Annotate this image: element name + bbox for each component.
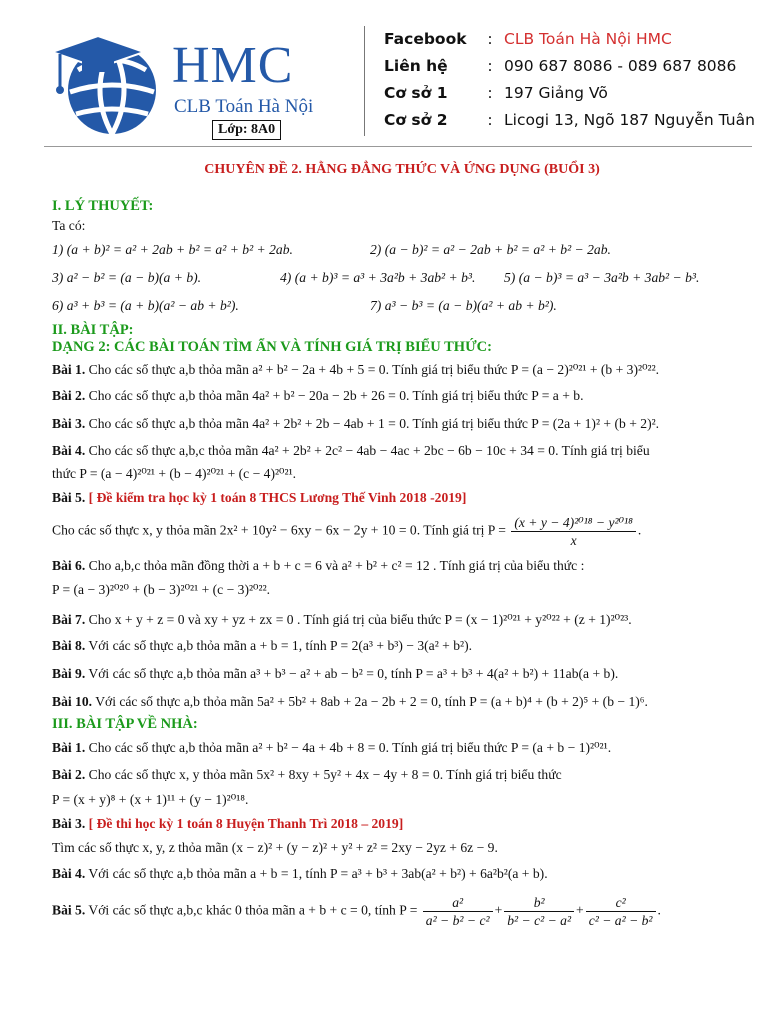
contact-key: Facebook: [384, 30, 467, 48]
problem-source: [ Đề kiểm tra học kỳ 1 toán 8 THCS Lương Thế Vinh 2018 -2019]: [88, 490, 467, 505]
problem-text: Với các số thực a,b thỏa mãn a + b = 1, tính P = a³ + b³ + 3ab(a² + b²) + 6a²b²(a + b).: [88, 866, 548, 881]
header-rule: [44, 146, 752, 147]
contact-row-campus-1: [384, 80, 755, 107]
fraction: [586, 894, 656, 929]
problem-text: Cho các số thực a,b thỏa mãn 4a² + b² − 20a − 2b + 26 = 0. Tính giá trị biểu thức P = a + b.: [88, 388, 584, 403]
homework-3-text: Tìm các số thực x, y, z thỏa mãn (x − z)² + (y − z)² + y² + z² = 2xy − 2yz + 6z − 9.: [52, 840, 498, 855]
fraction-denominator: c² − a² − b²: [588, 913, 653, 928]
exercises-subheading: DẠNG 2: CÁC BÀI TOÁN TÌM ẨN VÀ TÍNH GIÁ TRỊ BIỂU THỨC:: [52, 339, 492, 355]
contact-sep: :: [487, 30, 493, 48]
problem-label: Bài 3.: [52, 416, 86, 431]
problem-text: Cho các số thực a,b,c thỏa mãn 4a² + 2b² + 2c² − 4ab − 4ac + 2bc − 6b − 10c + 34 = 0. Tính giá trị biểu: [88, 443, 650, 458]
contact-sep: :: [487, 84, 493, 102]
problem-2: [52, 388, 584, 404]
contact-info: [384, 26, 755, 134]
contact-value: CLB Toán Hà Nội HMC: [504, 30, 672, 48]
page-title: CHUYÊN ĐỀ 2. HẰNG ĐẲNG THỨC VÀ ỨNG DỤNG (BUỔI 3): [204, 162, 600, 177]
problem-text: Với các số thực a,b thỏa mãn a³ + b³ − a² + ab − b² = 0, tính P = a³ + b³ + 4(a² + b²) + 11ab(a + b).: [88, 666, 619, 681]
contact-value: 197 Giảng Võ: [504, 84, 608, 102]
problem-source: [ Đề thi học kỳ 1 toán 8 Huyện Thanh Trì 2018 – 2019]: [88, 816, 404, 831]
homework-4: [52, 866, 548, 882]
contact-row-phone: [384, 53, 755, 80]
problem-text: Với các số thực a,b thỏa mãn 5a² + 5b² + 8ab + 2a − 2b + 2 = 0, tính P = (a + b)⁴ + (b + 2)⁵ + (b − 1)⁶.: [95, 694, 648, 709]
fraction-denominator: a² − b² − c²: [425, 913, 490, 928]
contact-value: 090 687 8086 - 089 687 8086: [504, 57, 737, 75]
problem-text: Cho các số thực a,b thỏa mãn a² + b² − 4a + 4b + 8 = 0. Tính giá trị biểu thức P = (a + b − 1)²⁰²¹.: [88, 740, 612, 755]
contact-value: Licogi 13, Ngõ 187 Nguyễn Tuân: [504, 111, 755, 129]
problem-label: Bài 6.: [52, 558, 86, 573]
formula-1: 1) (a + b)² = a² + 2ab + b² = a² + b² + 2ab.: [52, 242, 293, 257]
homework-heading: III. BÀI TẬP VỀ NHÀ:: [52, 716, 198, 732]
fraction: [423, 894, 493, 929]
fraction-denominator: b² − c² − a²: [507, 913, 572, 928]
problem-label: Bài 1.: [52, 740, 86, 755]
problem-label: Bài 5.: [52, 902, 86, 918]
homework-3: [52, 816, 403, 832]
exercises-heading: II. BÀI TẬP:: [52, 322, 134, 338]
homework-1: [52, 740, 611, 756]
contact-sep: :: [487, 111, 493, 129]
problem-1: [52, 362, 659, 378]
contact-sep: :: [487, 57, 493, 75]
problem-label: Bài 10.: [52, 694, 93, 709]
contact-row-facebook: [384, 26, 755, 53]
theory-heading: I. LÝ THUYẾT:: [52, 198, 154, 214]
problem-text: Với các số thực a,b thỏa mãn a + b = 1, tính P = 2(a³ + b³) − 3(a² + b²).: [88, 638, 473, 653]
problem-label: Bài 5.: [52, 490, 86, 505]
problem-5: [52, 490, 466, 506]
hmc-globe-logo-icon: [48, 30, 168, 140]
homework-2: [52, 767, 562, 783]
problem-10: [52, 694, 648, 710]
fraction: [504, 894, 574, 929]
contact-key: Cơ sở 1: [384, 84, 448, 102]
formula-3: 3) a² − b² = (a − b)(a + b).: [52, 270, 202, 285]
problem-label: Bài 9.: [52, 666, 86, 681]
problem-8: [52, 638, 472, 654]
problem-label: Bài 7.: [52, 612, 86, 627]
homework-2-cont: P = (x + y)⁸ + (x + 1)¹¹ + (y − 1)²⁰¹⁸.: [52, 792, 249, 807]
problem-4: [52, 443, 650, 459]
page-header: [44, 22, 755, 140]
problem-label: Bài 3.: [52, 816, 86, 831]
fraction-denominator: x: [570, 533, 577, 548]
problem-label: Bài 2.: [52, 388, 86, 403]
formula-2: 2) (a − b)² = a² − 2ab + b² = a² + b² − 2ab.: [370, 242, 611, 257]
problem-label: Bài 4.: [52, 866, 86, 881]
homework-5: Bài 5. Với các số thực a,b,c khác 0 thỏa mãn a + b + c = 0, tính P = $\frac{\text{a²}}{\text{a² − b² − c²}}$ + $\frac{\text{b²}}{\text{b² − c² − a²}}$ + $\frac{\text{c²}}{\text{c² − a² − b²}}$ .: [52, 895, 661, 928]
problem-3: [52, 416, 659, 432]
formula-7: 7) a³ − b³ = (a − b)(a² + ab + b²).: [370, 298, 557, 313]
formula-4: 4) (a + b)³ = a³ + 3a²b + 3ab² + b³.: [280, 270, 476, 285]
problem-label: Bài 4.: [52, 443, 86, 458]
problem-text: Cho x + y + z = 0 và xy + yz + zx = 0 . Tính giá trị của biểu thức P = (x − 1)²⁰²¹ + y²⁰²² + (z + 1)²⁰²³.: [88, 612, 632, 627]
header-divider: [364, 26, 365, 136]
fraction: [511, 514, 636, 549]
problem-text: Cho các số thực a,b thỏa mãn a² + b² − 2a + 4b + 5 = 0. Tính giá trị biểu thức P = (a − 2)²⁰²¹ + (b + 3)²⁰²².: [88, 362, 660, 377]
problem-text: Cho các số thực x, y thỏa mãn 2x² + 10y² − 6xy − 6x − 2y + 10 = 0. Tính giá trị P =: [52, 522, 506, 538]
problem-text: Cho các số thực a,b thỏa mãn 4a² + 2b² + 2b − 4ab + 1 = 0. Tính giá trị biểu thức P = (2a + 1)² + (b + 2)².: [88, 416, 660, 431]
contact-key: Cơ sở 2: [384, 111, 448, 129]
problem-4-cont: thức P = (a − 4)²⁰²¹ + (b − 4)²⁰²¹ + (c − 4)²⁰²¹.: [52, 466, 297, 481]
contact-key: Liên hệ: [384, 57, 448, 75]
brand-subtitle: CLB Toán Hà Nội: [174, 96, 314, 117]
problem-9: [52, 666, 618, 682]
theory-intro: Ta có:: [52, 218, 86, 233]
problem-text: Với các số thực a,b,c khác 0 thỏa mãn a + b + c = 0, tính P =: [88, 902, 418, 918]
problem-text: Cho a,b,c thỏa mãn đồng thời a + b + c = 6 và a² + b² + c² = 12 . Tính giá trị của biểu thức :: [88, 558, 585, 573]
problem-5-text: Cho các số thực x, y thỏa mãn 2x² + 10y² − 6xy − 6x − 2y + 10 = 0. Tính giá trị P = $\frac{\text{(x + y − 4)²⁰¹⁸ − y²⁰¹⁸}}{x}$ .: [52, 515, 642, 548]
fraction-numerator: b²: [504, 894, 574, 912]
contact-row-campus-2: [384, 107, 755, 134]
class-label: Lớp: 8A0: [212, 120, 281, 140]
formula-5: 5) (a − b)³ = a³ − 3a²b + 3ab² − b³.: [504, 270, 700, 285]
problem-label: Bài 2.: [52, 767, 86, 782]
problem-label: Bài 1.: [52, 362, 86, 377]
problem-7: [52, 612, 632, 628]
problem-text: Cho các số thực x, y thỏa mãn 5x² + 8xy + 5y² + 4x − 4y + 8 = 0. Tính giá trị biểu thức: [88, 767, 562, 782]
fraction-numerator: a²: [423, 894, 493, 912]
brand-name: HMC: [172, 37, 294, 94]
fraction-numerator: (x + y − 4)²⁰¹⁸ − y²⁰¹⁸: [511, 514, 636, 532]
problem-label: Bài 8.: [52, 638, 86, 653]
problem-6: [52, 558, 584, 574]
formula-6: 6) a³ + b³ = (a + b)(a² − ab + b²).: [52, 298, 239, 313]
problem-6-cont: P = (a − 3)²⁰²⁰ + (b − 3)²⁰²¹ + (c − 3)²⁰²².: [52, 582, 271, 597]
fraction-numerator: c²: [586, 894, 656, 912]
